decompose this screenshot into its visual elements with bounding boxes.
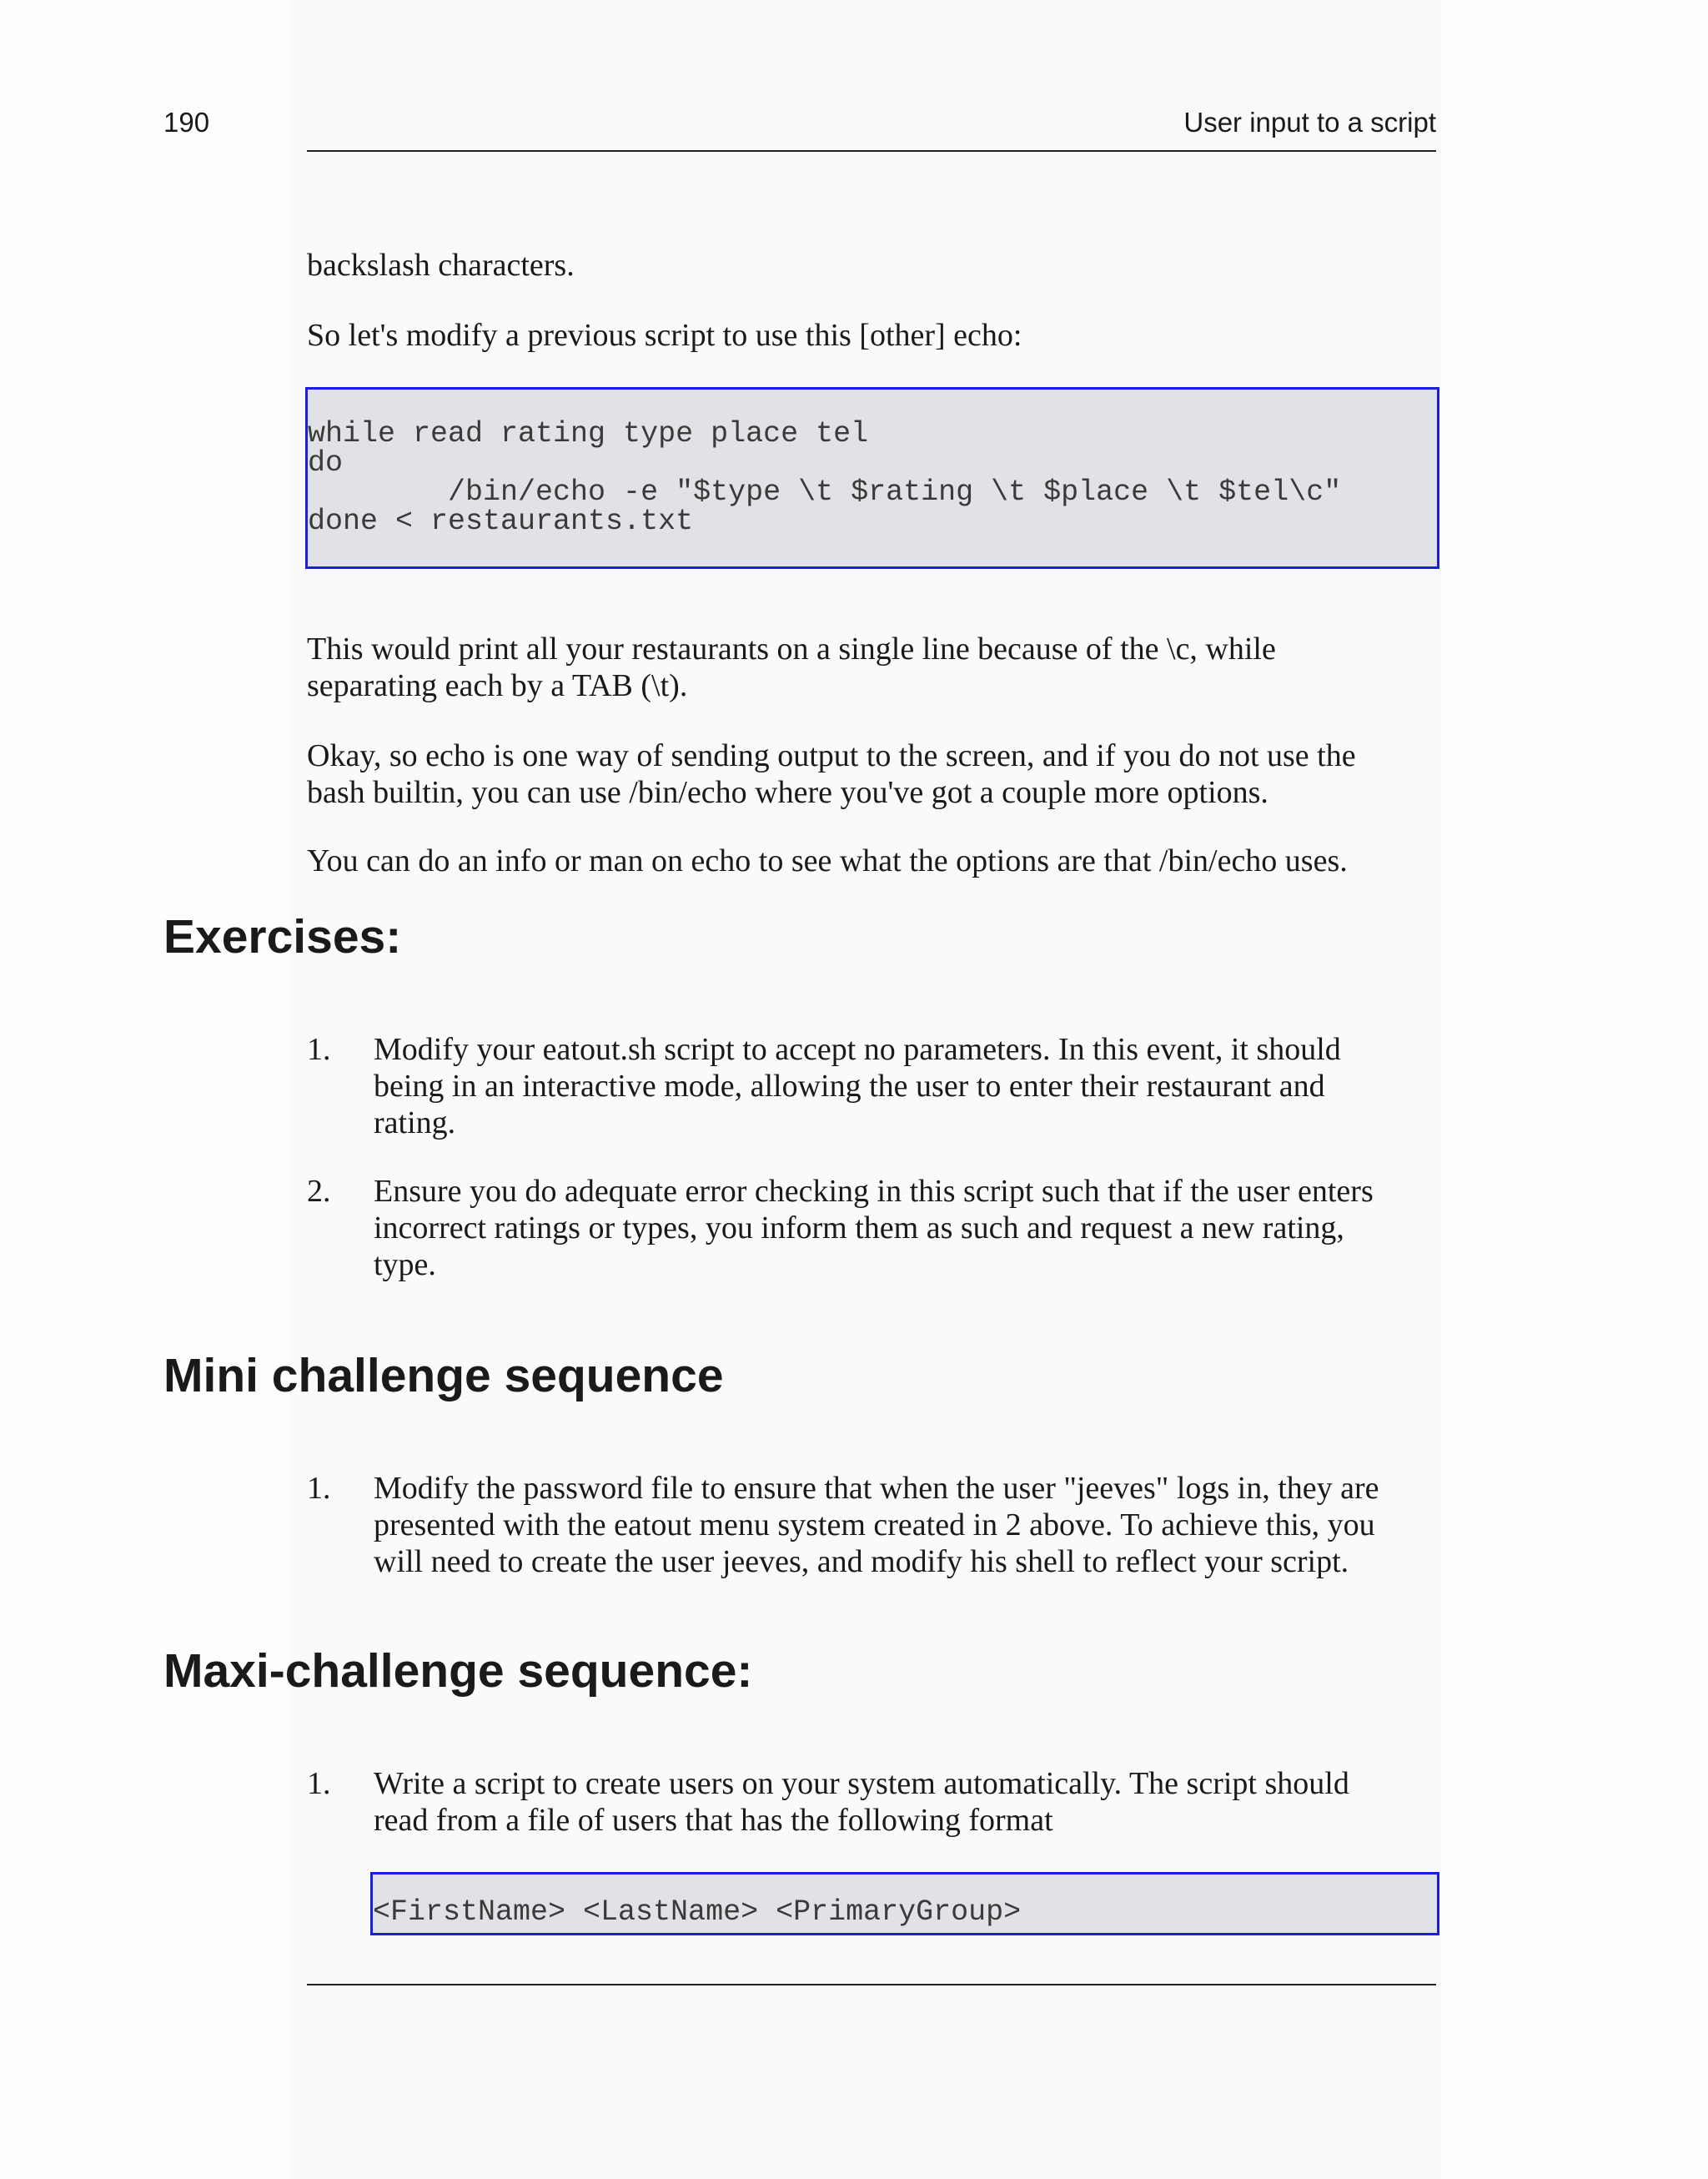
list-number: 1. [307,1471,331,1506]
list-item-line: Write a script to create users on your system automatically. The script should [374,1766,1349,1801]
paragraph-okay-echo [307,737,1441,811]
list-number: 1. [307,1766,331,1801]
footer-rule [307,1984,1436,1985]
list-item-line: type. [374,1247,436,1282]
paragraph-info-man: You can do an info or man on echo to see what the options are that /bin/echo uses. [307,843,1348,878]
paragraph-single-line [307,631,1441,704]
list-item-line: read from a file of users that has the following format [374,1803,1053,1838]
heading-mini-challenge: Mini challenge sequence [163,1349,724,1402]
heading-maxi-challenge: Maxi-challenge sequence: [163,1644,753,1698]
header-rule [307,150,1436,152]
list-item-text [374,1765,1441,1839]
paragraph-backslash: backslash characters. [307,248,575,283]
list-item-text [374,1031,1441,1141]
running-title: User input to a script [1183,107,1436,138]
code-block-user-format: <FirstName> <LastName> <PrimaryGroup> [370,1872,1439,1935]
paragraph-modify-script: So let's modify a previous script to use this [other] echo: [307,318,1022,353]
list-item-line: Modify your eatout.sh script to accept no parameters. In this event, it should [374,1032,1341,1067]
paragraph-line: This would print all your restaurants on a single line because of the \c, while [307,632,1276,667]
code-block-echo-loop: while read rating type place tel do /bin/echo -e "$type \t $rating \t $place \t $tel\c" done < restaurants.txt [305,387,1439,569]
paragraph-line: Okay, so echo is one way of sending output to the screen, and if you do not use the [307,738,1356,773]
list-number: 2. [307,1174,331,1209]
list-item-line: will need to create the user jeeves, and modify his shell to reflect your script. [374,1544,1349,1579]
list-item-text [374,1173,1441,1283]
heading-exercises: Exercises: [163,910,402,964]
list-item-text [374,1470,1441,1580]
paragraph-line: bash builtin, you can use /bin/echo where you've got a couple more options. [307,775,1268,810]
list-item-line: Ensure you do adequate error checking in this script such that if the user enters [374,1174,1374,1209]
page-number: 190 [163,107,210,138]
list-item-line: Modify the password file to ensure that when the user "jeeves" logs in, they are [374,1471,1379,1506]
list-item-line: incorrect ratings or types, you inform them as such and request a new rating, [374,1210,1344,1246]
list-number: 1. [307,1032,331,1067]
list-item-line: rating. [374,1105,456,1140]
list-item-line: being in an interactive mode, allowing the user to enter their restaurant and [374,1069,1325,1104]
list-item-line: presented with the eatout menu system created in 2 above. To achieve this, you [374,1507,1375,1542]
paragraph-line: separating each by a TAB (\t). [307,668,688,703]
